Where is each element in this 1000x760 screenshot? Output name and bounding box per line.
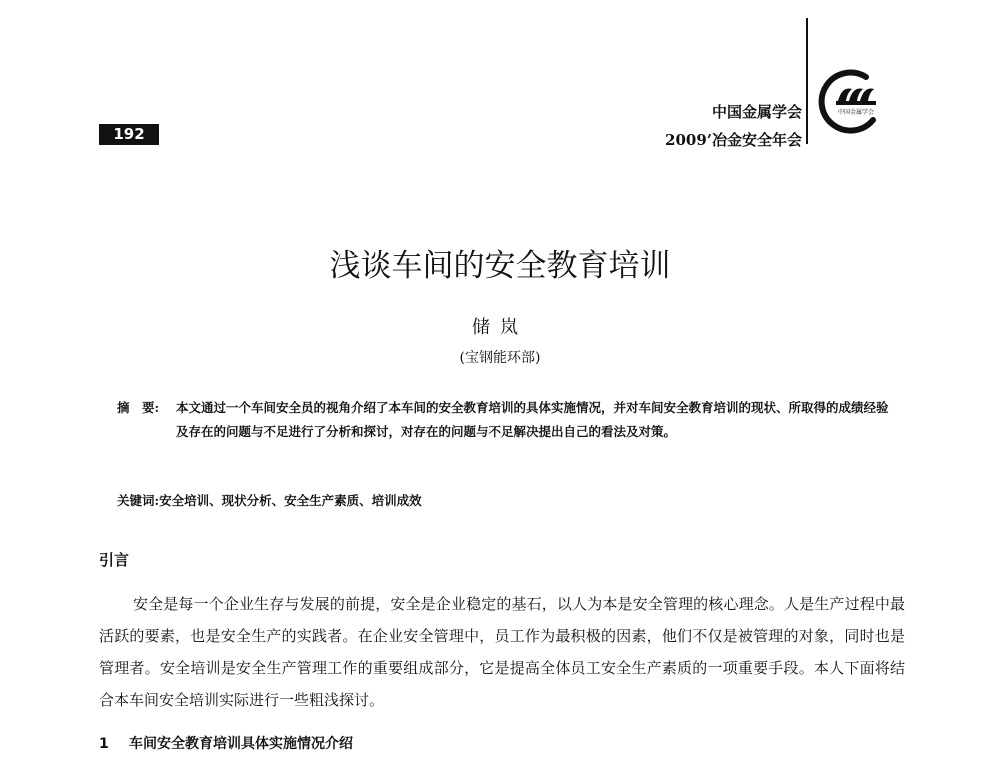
abstract-label: 摘 要:	[117, 400, 160, 415]
page-number-badge: 192	[99, 124, 159, 145]
section-1-heading	[99, 733, 353, 753]
abstract-block	[117, 396, 897, 444]
society-logo-icon	[818, 68, 886, 136]
logo-text: 中国金属学会	[837, 109, 875, 116]
org-name: 中国金属学会	[711, 103, 802, 121]
header-divider	[806, 18, 808, 144]
author-name: 储岚	[472, 317, 528, 338]
section-1-title: 车间安全教育培训具体实施情况介绍	[129, 736, 353, 752]
paper-title: 浅谈车间的安全教育培训	[329, 248, 671, 284]
keywords-block	[117, 491, 422, 509]
abstract-text: 本文通过一个车间安全员的视角介绍了本车间的安全教育培训的具体实施情况，并对车间安全教育培训的现状、所取得的成绩经验及存在的问题与不足进行了分析和探讨，对存在的问题与不足解决提出自己的看法及对策。	[176, 400, 889, 439]
intro-paragraph: 安全是每一个企业生存与发展的前提，安全是企业稳定的基石，以人为本是安全管理的核心理念。人是生产过程中最活跃的要素，也是安全生产的实践者。在企业安全管理中，员工作为最积极的因素，他们不仅是被管理的对象，同时也是管理者。安全培训是安全生产管理工作的重要组成部分，它是提高全体员工安全生产素质的一项重要手段。本人下面将结合本车间安全培训实际进行一些粗浅探讨。	[99, 595, 905, 709]
conference-header	[665, 98, 802, 154]
keywords-text: 安全培训、现状分析、安全生产素质、培训成效	[159, 493, 422, 508]
intro-heading: 引言	[99, 551, 130, 569]
section-1-number: 1	[99, 736, 109, 752]
keywords-label: 关键词:	[117, 493, 160, 508]
conference-name: 2009’冶金安全年会	[665, 131, 802, 149]
author-affiliation: (宝钢能环部)	[459, 350, 541, 366]
